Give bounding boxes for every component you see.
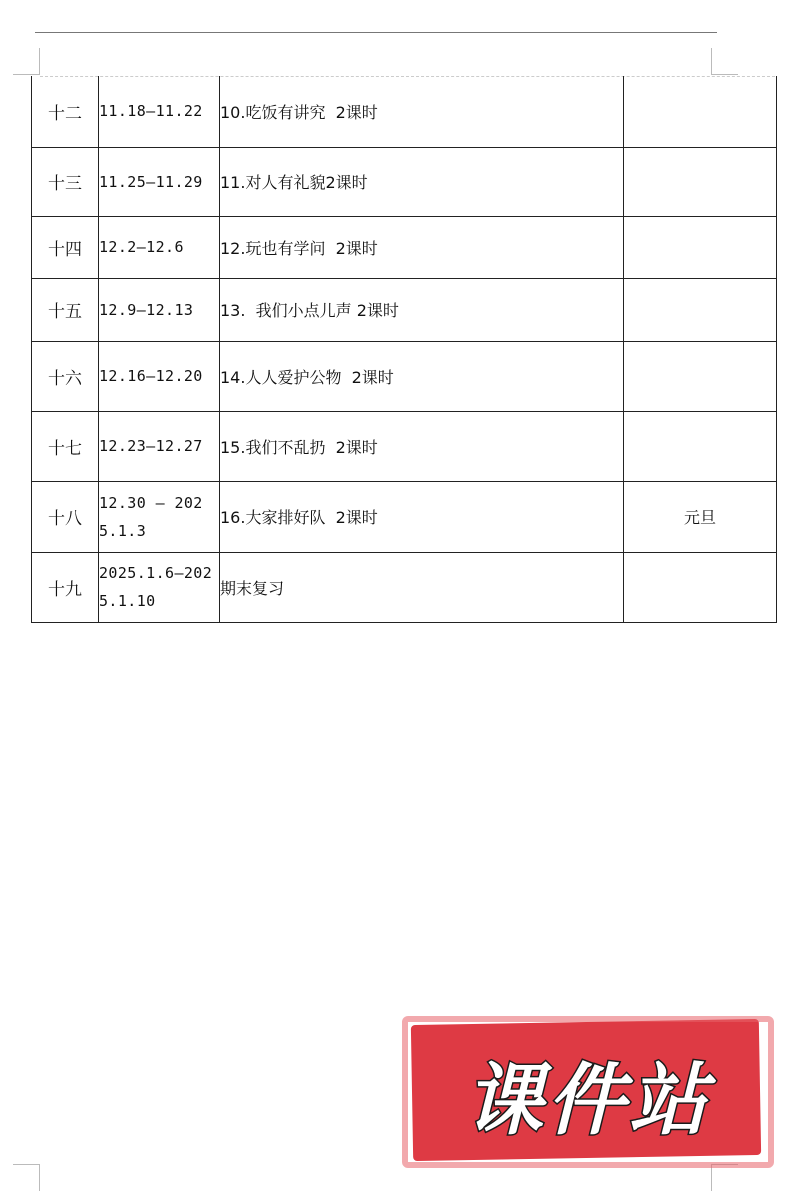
date-range-cell: 12.30 — 2025.1.3 [99,481,220,552]
watermark-logo-text: 课件站 [464,1056,711,1146]
table-row [32,481,777,552]
lesson-cell: 14.人人爱护公物 2课时 [220,341,624,411]
date-range-cell: 12.16—12.20 [99,341,220,411]
date-range-cell: 2025.1.6—2025.1.10 [99,552,220,622]
note-cell [624,216,777,278]
lesson-cell: 13. 我们小点儿声 2课时 [220,278,624,341]
note-cell: 元旦 [624,481,777,552]
week-cell: 十三 [32,147,99,216]
note-cell [624,278,777,341]
week-cell: 十九 [32,552,99,622]
week-cell: 十五 [32,278,99,341]
week-cell: 十七 [32,411,99,481]
table-row [32,411,777,481]
note-cell [624,76,777,147]
table-row [32,278,777,341]
watermark-stamp [402,1016,774,1168]
date-range-cell: 12.2—12.6 [99,216,220,278]
date-range-cell: 11.25—11.29 [99,147,220,216]
week-cell: 十八 [32,481,99,552]
week-cell: 十六 [32,341,99,411]
note-cell [624,147,777,216]
table-row [32,147,777,216]
week-cell: 十四 [32,216,99,278]
lesson-cell: 10.吃饭有讲究 2课时 [220,76,624,147]
teaching-schedule-table [31,76,777,623]
table-row [32,552,777,622]
date-range-cell: 12.23—12.27 [99,411,220,481]
crop-mark-top-left [13,48,40,75]
lesson-cell: 11.对人有礼貌2课时 [220,147,624,216]
week-cell: 十二 [32,76,99,147]
header-rule [35,32,717,33]
date-range-cell: 11.18—11.22 [99,76,220,147]
lesson-cell: 15.我们不乱扔 2课时 [220,411,624,481]
note-cell [624,552,777,622]
table-row [32,216,777,278]
lesson-cell: 12.玩也有学问 2课时 [220,216,624,278]
crop-mark-top-right [711,48,738,75]
date-range-cell: 12.9—12.13 [99,278,220,341]
lesson-cell: 期末复习 [220,552,624,622]
lesson-cell: 16.大家排好队 2课时 [220,481,624,552]
table-row [32,76,777,147]
table-row [32,341,777,411]
note-cell [624,341,777,411]
crop-mark-bottom-left [13,1164,40,1191]
crop-mark-bottom-right [711,1164,738,1191]
note-cell [624,411,777,481]
